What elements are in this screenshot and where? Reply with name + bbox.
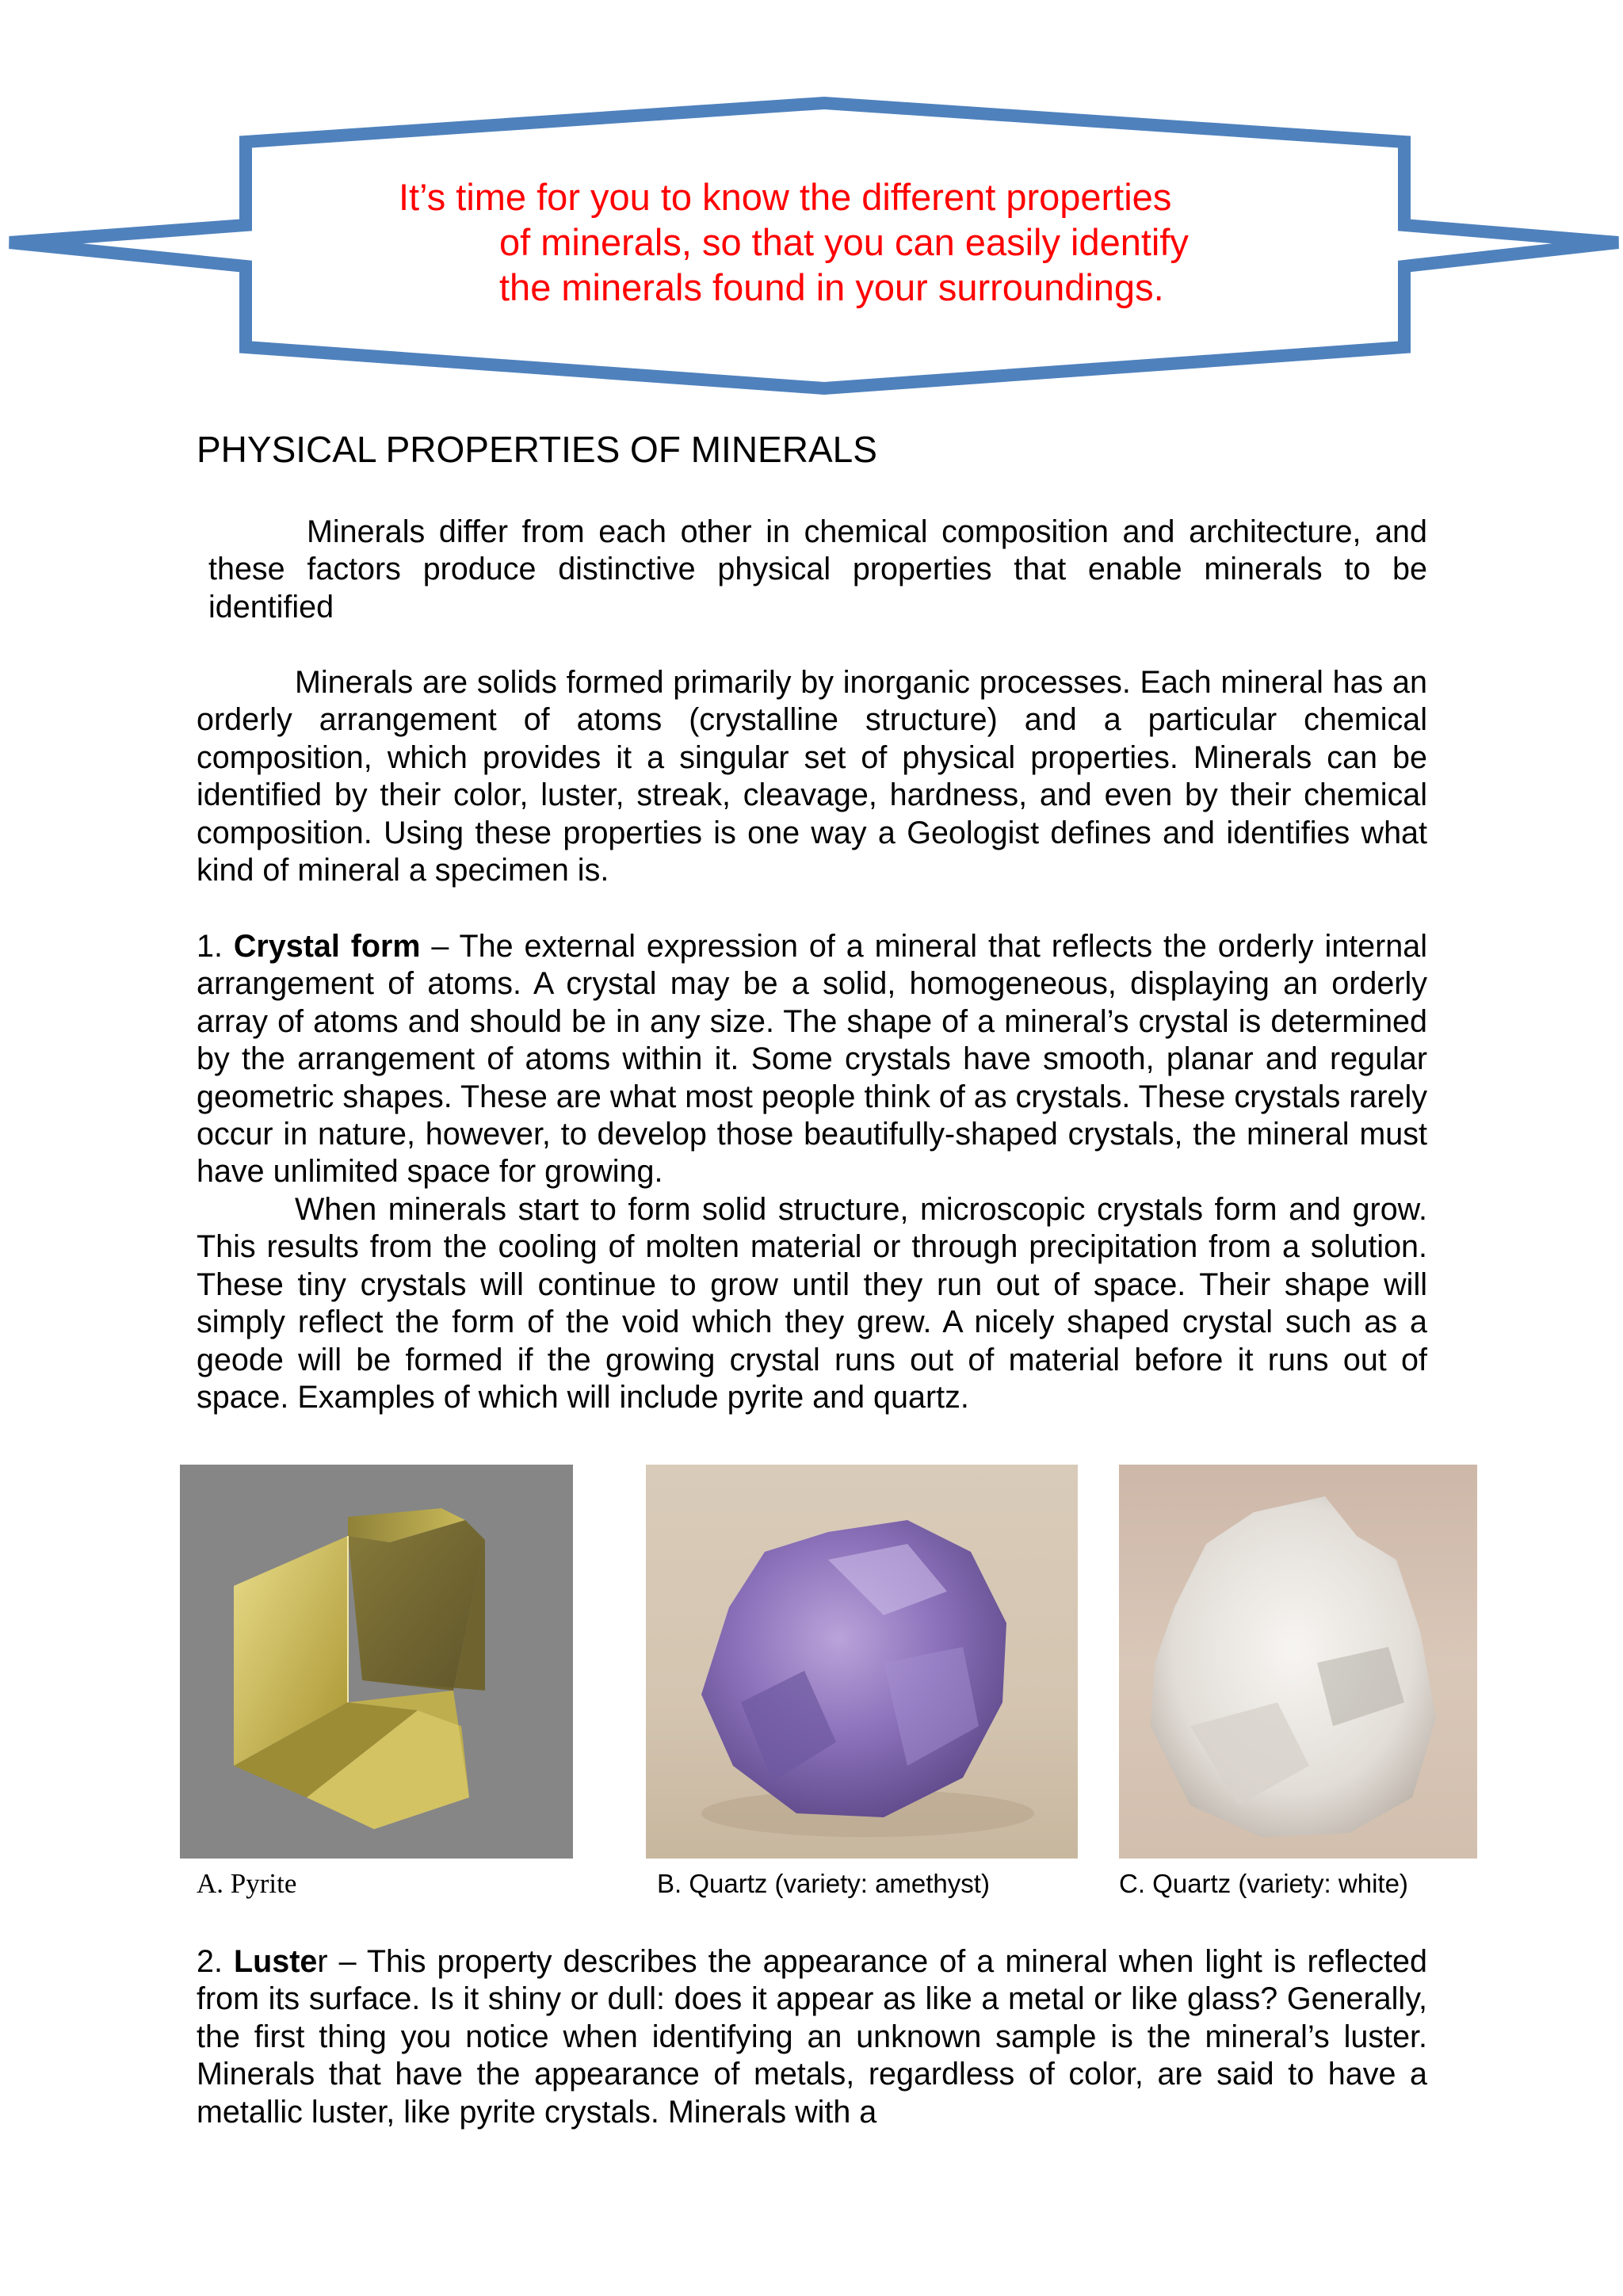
term-luster: Luste: [234, 1944, 318, 1979]
pyrite-image: [180, 1465, 573, 1859]
caption-pyrite: A. Pyrite: [197, 1868, 297, 1899]
crystal-growth-paragraph: When minerals start to form solid structure, microscopic crystals form and grow. This results from the cooling of molten material or through precipitation from a solution. These tiny crystals will continue to grow until they run out of space. Their shape will simply reflect the form of the void which they grew. A nicely shaped crystal such as a geode will be formed if the growing crystal runs out of material before it runs out of space. Examples of which will include pyrite and quartz.: [197, 1192, 1427, 1415]
banner-line-1: It’s time for you to know the different properties: [399, 176, 1172, 218]
item-number: 1.: [197, 929, 234, 964]
intro-paragraph: Minerals differ from each other in chemical composition and architecture, and these factors produce distinctive physical properties that enable minerals to be identified: [208, 514, 1427, 625]
caption-amethyst: B. Quartz (variety: amethyst): [657, 1869, 990, 1898]
minerals-definition-paragraph: Minerals are solids formed primarily by inorganic processes. Each mineral has an orderly arrangement of atoms (crystalline structure) and a particular chemical composition, which provides it a singular set of physical properties. Minerals can be identified by their color, luster, streak, cleavage, hardness, and even by their chemical composition. Using these properties is one way a Geologist defines and identifies what kind of mineral a specimen is.: [197, 665, 1427, 888]
caption-white-quartz: C. Quartz (variety: white): [1119, 1869, 1408, 1898]
crystal-form-text: – The external expression of a mineral that reflects the orderly internal arrangement of atoms. A crystal may be a solid, homogeneous, displaying an orderly array of atoms and should be in any size. The shape of a mineral’s crystal is determined by the arrangement of atoms within it. Some crystals have smooth, planar and regular geometric shapes. These are what most people think of as crystals. These crystals rarely occur in nature, however, to develop those beautifully-shaped crystals, the mineral must have unlimited space for growing.: [197, 929, 1427, 1190]
banner-message: [317, 174, 1300, 310]
luster-text: r – This property describes the appearance of a mineral when light is reflected from its surface. Is it shiny or dull: does it appear as like a metal or like glass? Generally, the first thing you notice when identifying an unknown sample is the mineral’s luster. Minerals that have the appearance of metals, regardless of color, are said to have a metallic luster, like pyrite crystals. Minerals with a: [197, 1944, 1427, 2130]
crystal-form-paragraph: [197, 928, 1427, 1191]
item-number: 2.: [197, 1944, 234, 1979]
amethyst-image: [646, 1465, 1078, 1859]
luster-paragraph: [197, 1943, 1427, 2131]
banner-line-3: the minerals found in your surroundings.: [499, 266, 1164, 308]
term-crystal-form: Crystal form: [233, 929, 421, 964]
white-quartz-image: [1119, 1465, 1477, 1859]
banner-line-2: of minerals, so that you can easily identify: [499, 221, 1189, 263]
page-title: PHYSICAL PROPERTIES OF MINERALS: [197, 429, 877, 470]
